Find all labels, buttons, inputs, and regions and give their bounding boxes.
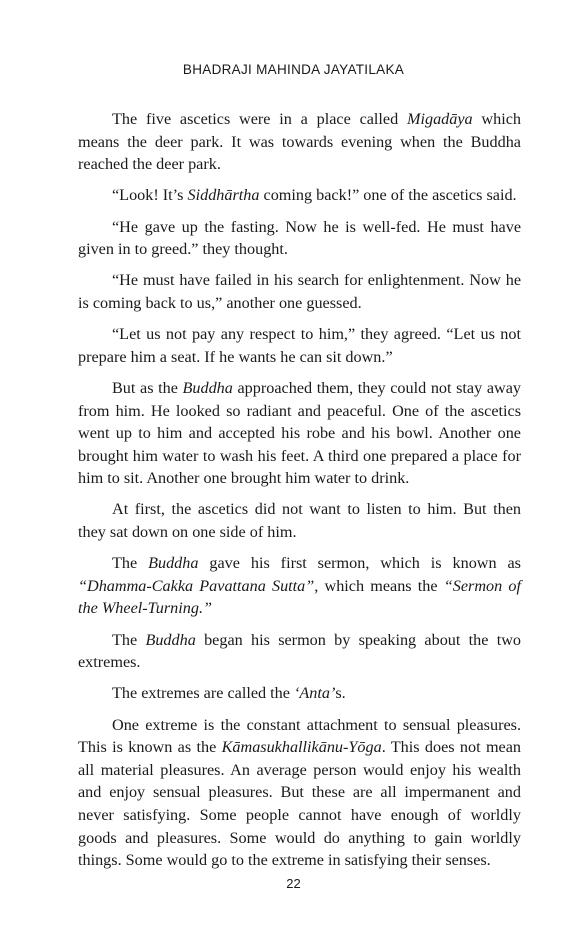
text-run: “He must have failed in his search for enlightenment. Now he is coming back to us,” another one guessed. [78,271,521,312]
text-run: gave his first sermon, which is known as [198,554,521,573]
text-run: The [112,554,149,573]
italic-text: Kāmasukhallikānu-Yōga [221,738,382,757]
paragraph [78,269,521,314]
paragraph [78,714,521,872]
text-run: The five ascetics were in a place called [112,110,407,128]
paragraph [78,184,521,207]
paragraph [78,629,521,674]
text-run: The extremes are called the [112,684,295,703]
text-run: coming back!” one of the ascetics said. [259,186,517,205]
text-run: began his sermon by speaking about the two extremes. [78,630,521,672]
italic-text: Buddha [145,630,196,649]
text-run: “Look! It’s [112,186,188,205]
italic-text: ‘Anta’ [294,684,336,703]
paragraph [78,323,521,368]
text-run: . This does not mean all material pleasures. An average person would enjoy his wealth and enjoy sensual pleasures. But these are all impermanent and never satisfying. Some people cannot have enough of worldly goods and pleasures. Some would do anything to gain worldly things. Some would go to the extreme in satisfying their senses. [78,738,521,870]
paragraph [78,377,521,490]
italic-text: Siddhārtha [187,186,260,205]
italic-text: Buddha [182,378,233,397]
running-head: BHADRAJI MAHINDA JAYATILAKA [182,62,405,77]
italic-text: “Sermon of the Wheel-Turning.” [78,576,521,618]
body-text [78,108,521,880]
text-run: The [112,630,146,649]
text-run: At first, the ascetics did not want to listen to him. But then they sat down on one side of him. [78,500,521,542]
page-number: 22 [286,876,301,891]
text-run: , which means the [314,576,444,595]
text-run: “Let us not pay any respect to him,” they agreed. “Let us not prepare him a seat. If he wants he can sit down.” [78,325,521,366]
text-run: But as the [112,378,183,397]
text-run: s. [335,684,346,703]
paragraph [78,552,521,620]
text-run: One extreme is the constant attachment to sensual pleasures. This is known as the [78,715,521,757]
paragraph [78,216,521,261]
italic-text: Migadāya [407,110,473,128]
text-run: which means the deer park. It was towards evening when the Buddha reached the deer park. [78,110,521,174]
text-run: approached them, they could not stay away from him. He looked so radiant and peaceful. One of the ascetics went up to him and accepted his robe and his bowl. Another one brought him water to wash his feet. A third one prepared a place for him to sit. Another one brought him water to drink. [78,378,521,488]
paragraph [78,498,521,543]
paragraph [78,108,521,176]
italic-text: “Dhamma-Cakka Pavattana Sutta” [78,576,315,595]
text-run: “He gave up the fasting. Now he is well-fed. He must have given in to greed.” they thought. [78,217,521,259]
italic-text: Buddha [148,554,199,573]
paragraph [78,682,521,705]
